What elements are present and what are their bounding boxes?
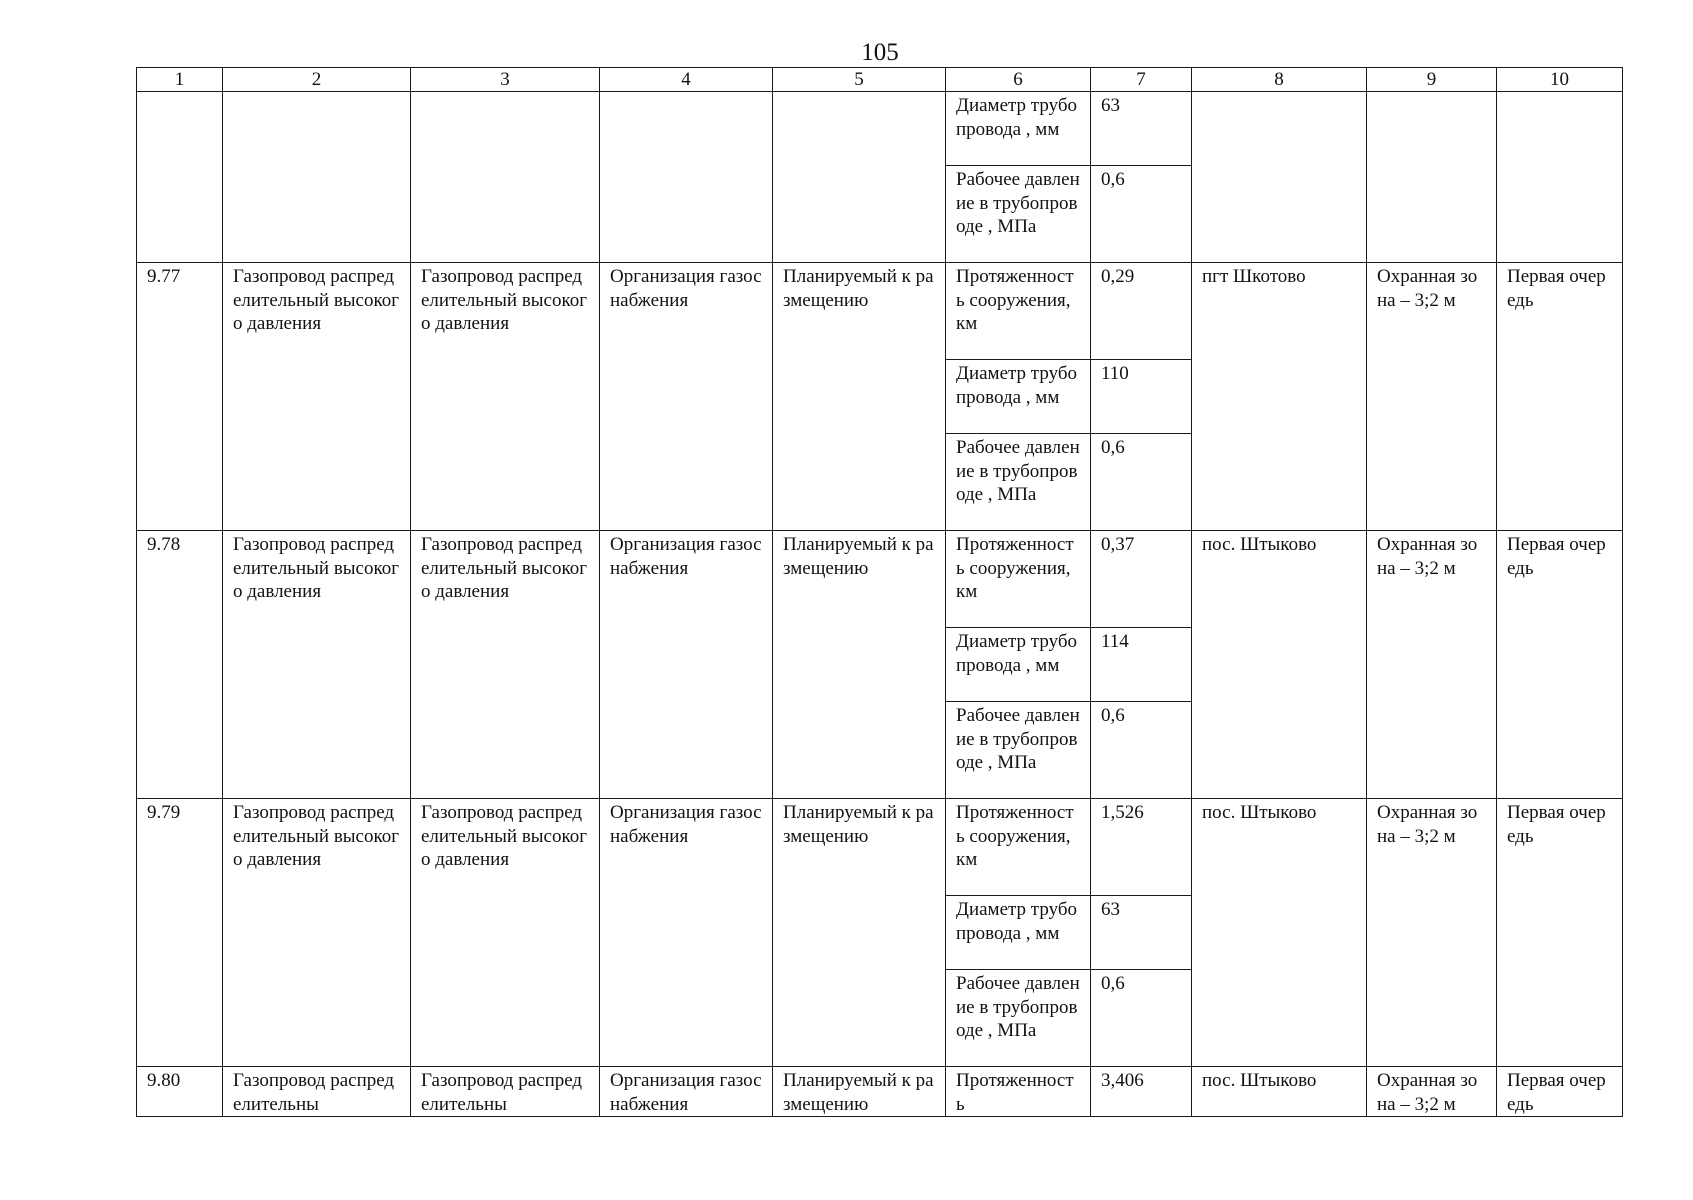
param-name-cell: Диаметр трубопровода , мм xyxy=(946,92,1091,166)
param-name-cell: Рабочее давление в трубопроводе , МПа xyxy=(946,166,1091,263)
param-name-cell: Диаметр трубопровода , мм xyxy=(946,628,1091,702)
param-value-cell: 110 xyxy=(1091,360,1192,434)
priority-cell: Первая очередь xyxy=(1497,799,1623,1067)
empty-cell xyxy=(1497,92,1623,263)
table-row xyxy=(137,92,1623,166)
zone-cell: Охранная зона – 3;2 м xyxy=(1367,531,1497,799)
object-name-cell: Газопровод распределительный высокого давления xyxy=(223,263,411,531)
object-status-cell: Планируемый к размещению xyxy=(773,1067,946,1117)
param-value-cell: 0,6 xyxy=(1091,434,1192,531)
object-purpose-cell: Газопровод распределительный высокого давления xyxy=(411,263,600,531)
priority-cell: Первая очередь xyxy=(1497,531,1623,799)
empty-cell xyxy=(411,92,600,263)
column-header: 5 xyxy=(773,68,946,92)
row-number-cell: 9.80 xyxy=(137,1067,223,1117)
param-value-cell: 0,29 xyxy=(1091,263,1192,360)
priority-cell: Первая очередь xyxy=(1497,1067,1623,1117)
column-header: 10 xyxy=(1497,68,1623,92)
object-status-cell: Планируемый к размещению xyxy=(773,531,946,799)
object-name-cell: Газопровод распределительны xyxy=(223,1067,411,1117)
empty-cell xyxy=(600,92,773,263)
empty-cell xyxy=(773,92,946,263)
planning-objects-table xyxy=(136,67,1623,1117)
empty-cell xyxy=(223,92,411,263)
object-name-cell: Газопровод распределительный высокого давления xyxy=(223,799,411,1067)
location-cell: пос. Штыково xyxy=(1192,1067,1367,1117)
column-header: 9 xyxy=(1367,68,1497,92)
row-number-cell: 9.79 xyxy=(137,799,223,1067)
object-type-cell: Организация газоснабжения xyxy=(600,799,773,1067)
column-header: 6 xyxy=(946,68,1091,92)
param-name-cell: Диаметр трубопровода , мм xyxy=(946,896,1091,970)
empty-cell xyxy=(1192,92,1367,263)
location-cell: пос. Штыково xyxy=(1192,799,1367,1067)
param-name-cell: Рабочее давление в трубопроводе , МПа xyxy=(946,702,1091,799)
table-row xyxy=(137,1067,1623,1117)
empty-cell xyxy=(137,92,223,263)
param-value-cell: 0,37 xyxy=(1091,531,1192,628)
param-name-cell: Протяженность сооружения, км xyxy=(946,263,1091,360)
object-type-cell: Организация газоснабжения xyxy=(600,263,773,531)
object-purpose-cell: Газопровод распределительный высокого давления xyxy=(411,799,600,1067)
column-header: 4 xyxy=(600,68,773,92)
column-header: 1 xyxy=(137,68,223,92)
param-value-cell: 0,6 xyxy=(1091,970,1192,1067)
object-status-cell: Планируемый к размещению xyxy=(773,263,946,531)
location-cell: пос. Штыково xyxy=(1192,531,1367,799)
location-cell: пгт Шкотово xyxy=(1192,263,1367,531)
param-name-cell: Диаметр трубопровода , мм xyxy=(946,360,1091,434)
zone-cell: Охранная зона – 3;2 м xyxy=(1367,263,1497,531)
object-status-cell: Планируемый к размещению xyxy=(773,799,946,1067)
priority-cell: Первая очередь xyxy=(1497,263,1623,531)
table-row xyxy=(137,799,1623,896)
param-name-cell: Протяженность сооружения, км xyxy=(946,531,1091,628)
param-value-cell: 1,526 xyxy=(1091,799,1192,896)
param-value-cell: 3,406 xyxy=(1091,1067,1192,1117)
param-value-cell: 114 xyxy=(1091,628,1192,702)
param-name-cell: Протяженность xyxy=(946,1067,1091,1117)
table-row xyxy=(137,531,1623,628)
zone-cell: Охранная зона – 3;2 м xyxy=(1367,1067,1497,1117)
param-name-cell: Рабочее давление в трубопроводе , МПа xyxy=(946,434,1091,531)
page-number: 105 xyxy=(861,39,899,66)
param-value-cell: 63 xyxy=(1091,896,1192,970)
column-header: 7 xyxy=(1091,68,1192,92)
object-name-cell: Газопровод распределительный высокого давления xyxy=(223,531,411,799)
param-value-cell: 0,6 xyxy=(1091,702,1192,799)
table-row xyxy=(137,263,1623,360)
header-row xyxy=(137,68,1623,92)
param-name-cell: Рабочее давление в трубопроводе , МПа xyxy=(946,970,1091,1067)
zone-cell: Охранная зона – 3;2 м xyxy=(1367,799,1497,1067)
column-header: 2 xyxy=(223,68,411,92)
object-purpose-cell: Газопровод распределительный высокого давления xyxy=(411,531,600,799)
row-number-cell: 9.77 xyxy=(137,263,223,531)
row-number-cell: 9.78 xyxy=(137,531,223,799)
column-header: 3 xyxy=(411,68,600,92)
object-purpose-cell: Газопровод распределительны xyxy=(411,1067,600,1117)
object-type-cell: Организация газоснабжения xyxy=(600,531,773,799)
empty-cell xyxy=(1367,92,1497,263)
param-value-cell: 63 xyxy=(1091,92,1192,166)
object-type-cell: Организация газоснабжения xyxy=(600,1067,773,1117)
param-name-cell: Протяженность сооружения, км xyxy=(946,799,1091,896)
param-value-cell: 0,6 xyxy=(1091,166,1192,263)
column-header: 8 xyxy=(1192,68,1367,92)
